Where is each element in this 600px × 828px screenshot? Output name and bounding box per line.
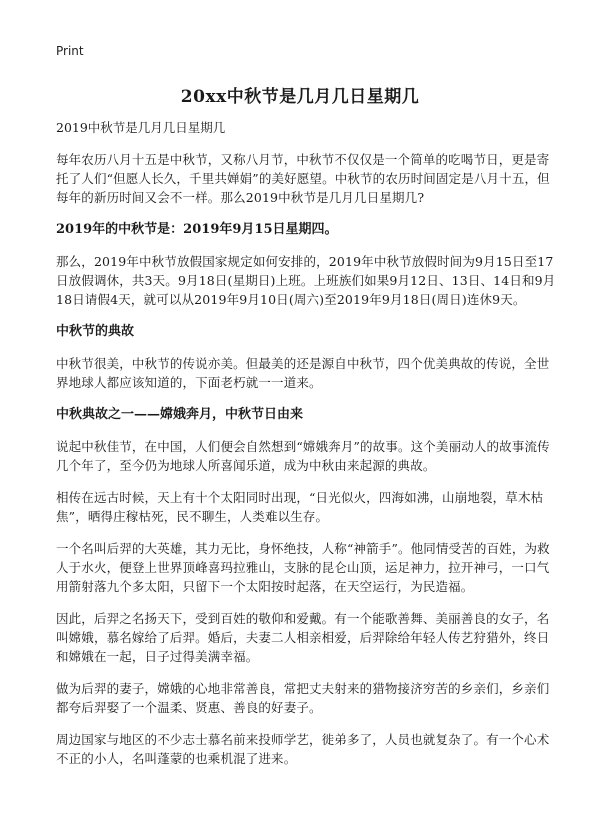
date-heading: 2019年的中秋节是：2019年9月15日星期四。 <box>56 222 338 237</box>
origin-intro-paragraph: 中秋节很美，中秋节的传说亦美。但最美的还是源自中秋节，四个优美典故的传说，全世界地球人都应该知道的，下面老朽就一一道来。 <box>56 356 550 390</box>
intro-paragraph: 每年农历八月十五是中秋节，又称八月节，中秋节不仅仅是一个简单的吃喝节日，更是寄托了人们“但愿人长久，千里共婵娟”的美好愿望。中秋节的农历时间固定是八月十五，但每年的新历时间又会不一样。那么2019中秋节是几月几日星期几? <box>56 152 550 205</box>
story-paragraph: 说起中秋佳节，在中国，人们便会自然想到“嫦娥奔月”的故事。这个美丽动人的故事流传几个年了，至今仍为地球人所喜闻乐道，成为中秋由来起源的典故。 <box>56 439 550 473</box>
story-paragraph: 因此，后羿之名扬天下，受到百姓的敬仰和爱戴。有一个能歌善舞、美丽善良的女子，名叫嫦娥，慕名嫁给了后羿。婚后，夫妻二人相亲相爱，后羿除给年轻人传艺狩猎外，终日和嫦娥在一起，日子过得美满幸福。 <box>56 611 550 664</box>
article-body <box>56 118 556 781</box>
story-paragraph: 周边国家与地区的不少志士慕名前来投师学艺，徙弟多了，人员也就复杂了。有一个心术不正的小人，名叫蓬蒙的也乘机混了进来。 <box>56 732 550 766</box>
article-subtitle: 2019中秋节是几月几日星期几 <box>56 120 226 135</box>
story-paragraph: 做为后羿的妻子，嫦娥的心地非常善良，常把丈夫射来的猎物接济穷苦的乡亲们，乡亲们都夸后羿娶了一个温柔、贤惠、善良的好妻子。 <box>56 681 550 715</box>
holiday-paragraph: 那么，2019年中秋节放假国家规定如何安排的，2019年中秋节放假时间为9月15日至17日放假调休，共3天。9月18日(星期日)上班。上班族们如果9月12日、13日、14日和9月18日请假4天，就可以从2019年9月10日(周六)至2019年9月18日(周日)连休9天。 <box>56 254 556 307</box>
page-title: 20xx中秋节是几月几日星期几 <box>180 87 420 107</box>
story-paragraph: 相传在远古时候，天上有十个太阳同时出现，“日光似火，四海如沸，山崩地裂，草木枯焦”，晒得庄稼枯死，民不聊生，人类难以生存。 <box>56 490 544 524</box>
story-heading: 中秋典故之一——嫦娥奔月，中秋节日由来 <box>56 407 304 422</box>
story-paragraph: 一个名叫后羿的大英雄，其力无比，身怀绝技，人称“神箭手”。他同情受苦的百姓，为救人于水火，便登上世界顶峰喜玛拉雅山，支脉的昆仑山顶，运足神力，拉开神弓，一口气用箭射落九个多太阳，只留下一个太阳按时起落，在天空运行，为民造福。 <box>56 541 550 594</box>
print-link[interactable]: Print <box>56 44 84 58</box>
origin-heading: 中秋节的典故 <box>56 324 135 339</box>
